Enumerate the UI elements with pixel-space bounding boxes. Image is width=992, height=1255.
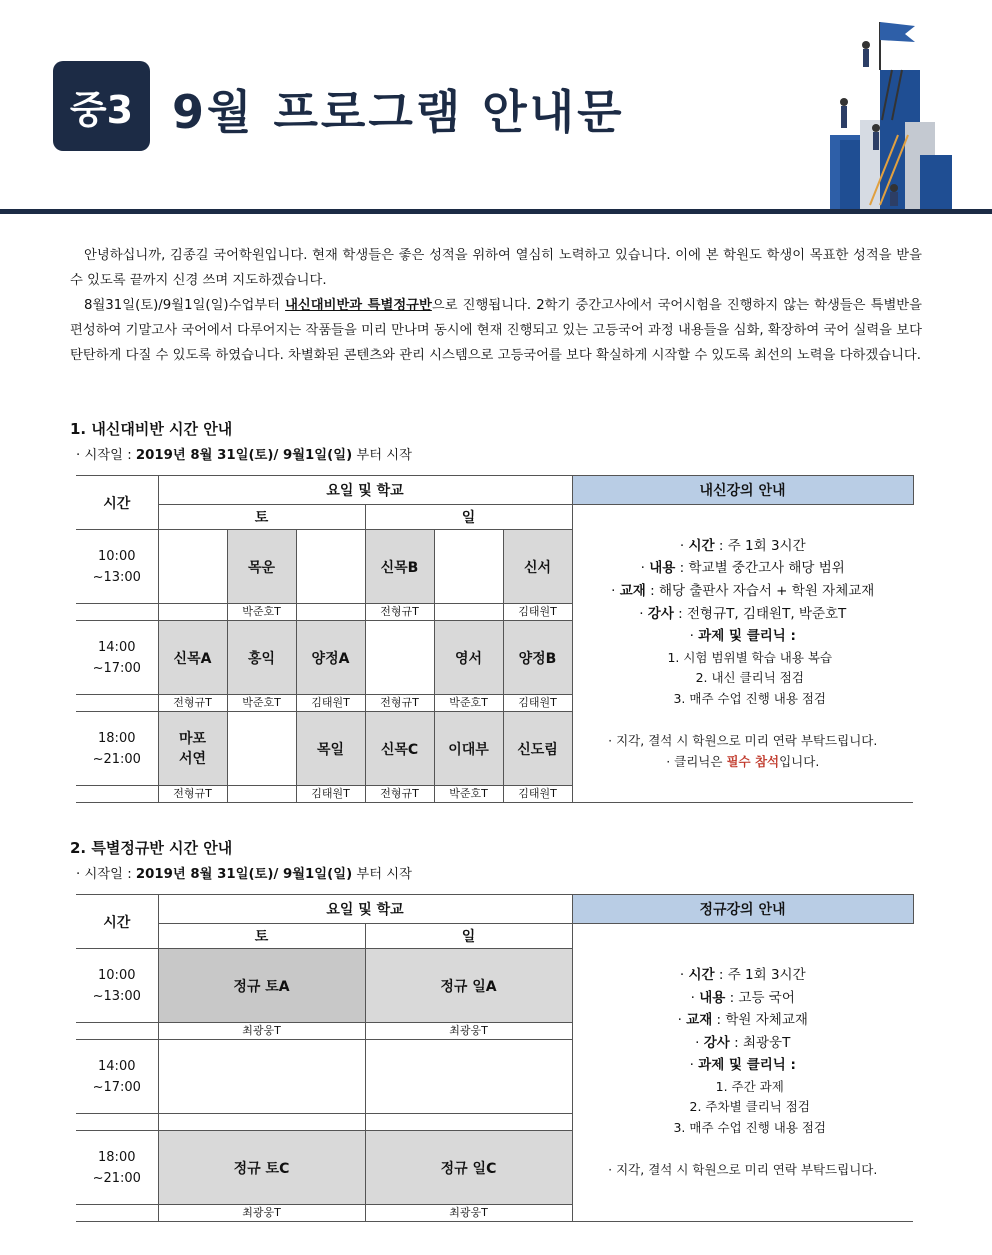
teacher-row-spacer [76, 1205, 158, 1222]
header-day-school: 요일 및 학교 [158, 895, 572, 924]
class-cell: 양정A [296, 621, 365, 695]
intro-p2-highlight: 내신대비반과 특별정규반 [285, 298, 432, 313]
stairs-flag-illustration [820, 10, 960, 210]
teacher-cell [296, 604, 365, 621]
section2-title: 2. 특별정규반 시간 안내 [70, 839, 233, 857]
header-day-school: 요일 및 학교 [158, 476, 572, 505]
info-content: · 내용 : 고등 국어 [690, 989, 795, 1006]
teacher-cell [158, 604, 227, 621]
header-saturday: 토 [158, 924, 365, 949]
info-hw-3: 3. 매주 수업 진행 내용 점검 [673, 690, 827, 706]
class-cell: 신목C [365, 712, 434, 786]
time-slot-1: 10:00 ~13:00 [76, 530, 158, 604]
header-divider [0, 209, 992, 214]
teacher-row-spacer [76, 1114, 158, 1131]
start-label: · 시작일 : [76, 867, 136, 882]
start-label: · 시작일 : [76, 448, 136, 463]
info-note-absence: · 지각, 결석 시 학원으로 미리 연락 부탁드립니다. [608, 1162, 878, 1178]
teacher-row-spacer [76, 1023, 158, 1040]
document-header [0, 0, 992, 216]
teacher-cell: 전형규T [158, 786, 227, 803]
info-content: · 내용 : 학교별 중간고사 해당 범위 [640, 560, 845, 577]
teacher-cell: 최광웅T [365, 1023, 572, 1040]
section1-start [76, 444, 412, 463]
header-info: 정규강의 안내 [572, 895, 913, 924]
teacher-cell: 김태원T [296, 695, 365, 712]
header-sunday: 일 [365, 505, 572, 530]
time-slot-2: 14:00 ~17:00 [76, 1040, 158, 1114]
class-cell: 신목B [365, 530, 434, 604]
time-slot-2: 14:00 ~17:00 [76, 621, 158, 695]
teacher-cell: 박준호T [227, 695, 296, 712]
info-book: · 교재 : 학원 자체교재 [677, 1012, 808, 1029]
info-hw-2: 2. 내신 클리닉 점검 [695, 670, 804, 686]
section1-title: 1. 내신대비반 시간 안내 [70, 420, 233, 438]
info-time: · 시간 : 주 1회 3시간 [679, 537, 806, 554]
class-cell [434, 530, 503, 604]
teacher-cell: 전형규T [365, 695, 434, 712]
start-date: 2019년 8월 31일(토)/ 9월1일(일) [135, 867, 353, 882]
section1-info-panel [572, 505, 913, 803]
teacher-cell: 전형규T [365, 604, 434, 621]
class-cell: 이대부 [434, 712, 503, 786]
header-time: 시간 [76, 895, 158, 949]
info-note-absence: · 지각, 결석 시 학원으로 미리 연락 부탁드립니다. [608, 733, 878, 749]
section1-schedule-table [76, 475, 914, 803]
info-hw-1: 1. 주간 과제 [715, 1078, 784, 1094]
class-cell: 목운 [227, 530, 296, 604]
intro-p2-start: 8월31일(토)/9월1일(일)수업부터 [84, 298, 286, 313]
class-cell [296, 530, 365, 604]
time-slot-3: 18:00 ~21:00 [76, 712, 158, 786]
teacher-cell [158, 1114, 365, 1131]
class-cell: 정규 토A [158, 949, 365, 1023]
teacher-cell: 김태원T [503, 604, 572, 621]
class-cell: 양정B [503, 621, 572, 695]
class-cell: 영서 [434, 621, 503, 695]
class-cell-mapo-seoyeon: 마포 서연 [158, 712, 227, 786]
class-cell: 정규 토C [158, 1131, 365, 1205]
intro-paragraph-1: 안녕하십니까, 김종길 국어학원입니다. 현재 학생들은 좋은 성적을 위하여 열심히 노력하고 있습니다. 이에 본 학원도 학생이 목표한 성적을 받을 수 있도록 끝까지 신경 쓰며 지도하겠습니다. [70, 248, 922, 288]
teacher-cell: 전형규T [365, 786, 434, 803]
intro-p2-rest: 으로 진행됩니다. 2학기 중간고사에서 국어시험을 진행하지 않는 학생들은 특별반을 편성하여 기말고사 국어에서 다루어지는 작품들을 미리 만나며 동시에 현재 진행되고 있는 고등국어 과정 내용들을 심화, 확장하여 국어 실력을 보다 탄탄하게 다질 수 있도록 하였습니다. 차별화된 콘텐츠와 관리 시스템으로 고등국어를 보다 확실하게 시작할 수 있도록 최선의 노력을 다하겠습니다. [70, 298, 922, 363]
header-time: 시간 [76, 476, 158, 530]
class-cell [158, 530, 227, 604]
class-cell-empty [365, 1040, 572, 1114]
intro-text [70, 243, 922, 368]
header-info: 내신강의 안내 [572, 476, 913, 505]
start-suffix: 부터 시작 [352, 867, 412, 882]
class-cell: 신목A [158, 621, 227, 695]
info-hw-2: 2. 주차별 클리닉 점검 [689, 1099, 810, 1115]
class-cell: 정규 일A [365, 949, 572, 1023]
section2-info-panel [572, 924, 913, 1222]
teacher-cell: 최광웅T [365, 1205, 572, 1222]
info-teacher: · 강사 : 전형규T, 김태원T, 박준호T [639, 605, 847, 622]
header-saturday: 토 [158, 505, 365, 530]
class-cell [227, 712, 296, 786]
teacher-cell [434, 604, 503, 621]
teacher-cell: 박준호T [434, 695, 503, 712]
teacher-cell [227, 786, 296, 803]
section2-schedule-table [76, 894, 914, 1222]
start-date: 2019년 8월 31일(토)/ 9월1일(일) [135, 448, 353, 463]
info-homework: · 과제 및 클리닉 : [689, 628, 796, 645]
class-cell: 홍익 [227, 621, 296, 695]
info-hw-3: 3. 매주 수업 진행 내용 점검 [673, 1119, 827, 1135]
time-slot-3: 18:00 ~21:00 [76, 1131, 158, 1205]
class-cell [365, 621, 434, 695]
header-sunday: 일 [365, 924, 572, 949]
teacher-row-spacer [76, 604, 158, 621]
teacher-row-spacer [76, 786, 158, 803]
info-hw-1: 1. 시험 범위별 학습 내용 복습 [667, 649, 833, 665]
teacher-cell: 김태원T [503, 695, 572, 712]
time-slot-1: 10:00 ~13:00 [76, 949, 158, 1023]
teacher-cell: 최광웅T [158, 1023, 365, 1040]
intro-paragraph-2 [70, 293, 922, 368]
class-cell: 신도림 [503, 712, 572, 786]
class-cell: 목일 [296, 712, 365, 786]
info-homework: · 과제 및 클리닉 : [689, 1057, 796, 1074]
class-cell-empty [158, 1040, 365, 1114]
class-cell: 정규 일C [365, 1131, 572, 1205]
teacher-cell [365, 1114, 572, 1131]
grade-badge: 중3 [53, 61, 150, 151]
start-suffix: 부터 시작 [352, 448, 412, 463]
teacher-cell: 김태원T [296, 786, 365, 803]
info-book: · 교재 : 해당 출판사 자습서 + 학원 자체교재 [611, 582, 875, 599]
section2-start [76, 863, 412, 882]
teacher-cell: 박준호T [434, 786, 503, 803]
info-teacher: · 강사 : 최광웅T [695, 1034, 791, 1051]
teacher-cell: 김태원T [503, 786, 572, 803]
page-title: 9월 프로그램 안내문 [172, 85, 625, 139]
teacher-cell: 최광웅T [158, 1205, 365, 1222]
teacher-row-spacer [76, 695, 158, 712]
class-cell: 신서 [503, 530, 572, 604]
info-time: · 시간 : 주 1회 3시간 [679, 967, 806, 984]
teacher-cell: 전형규T [158, 695, 227, 712]
teacher-cell: 박준호T [227, 604, 296, 621]
info-note-clinic: · 클리닉은 필수 참석입니다. [666, 753, 820, 769]
